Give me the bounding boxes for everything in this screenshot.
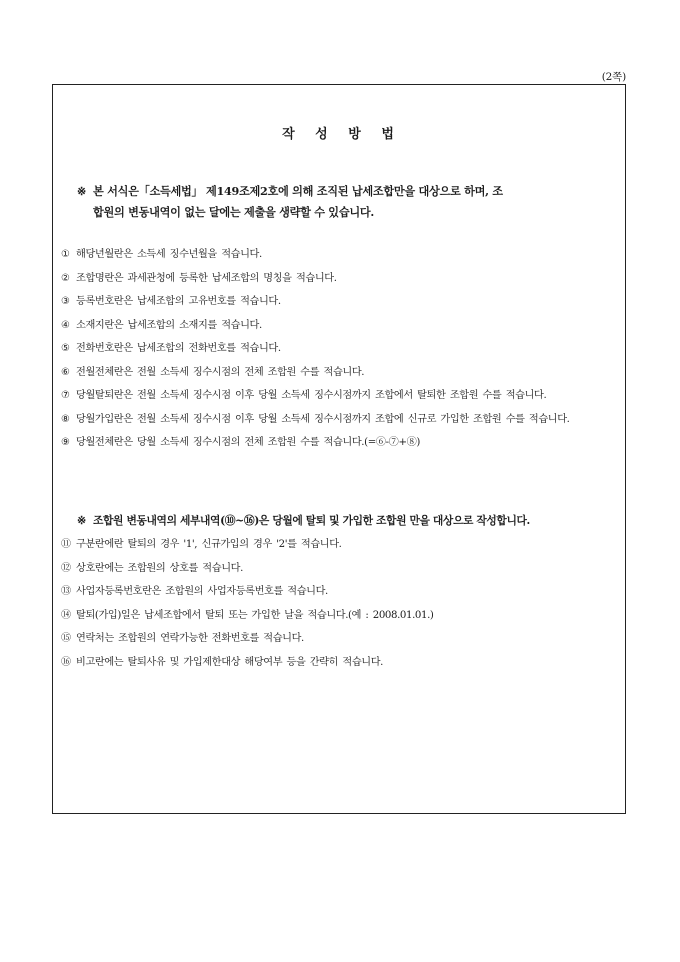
notice-detail-text: 조합원 변동내역의 세부내역(⑩~⑯)은 당월에 탈퇴 및 가입한 조합원 만을 대상으로 작성합니다. xyxy=(93,514,530,527)
page-number: (2쪽) xyxy=(601,71,626,83)
instruction-item-15 xyxy=(61,631,617,647)
item-number: ④ xyxy=(61,319,70,331)
instruction-item-4 xyxy=(61,318,617,334)
item-number: ⑭ xyxy=(61,609,71,621)
item-number: ⑥ xyxy=(61,366,70,378)
item-text: 소재지란은 납세조합의 소재지를 적습니다. xyxy=(76,319,262,331)
item-text: 해당년월란은 소득세 징수년월을 적습니다. xyxy=(76,249,262,260)
instruction-item-14 xyxy=(61,608,617,624)
instruction-item-5 xyxy=(61,341,617,357)
notice-general-line1 xyxy=(77,181,607,202)
instruction-item-6 xyxy=(61,365,617,381)
item-number: ⑯ xyxy=(61,656,71,668)
instruction-item-3 xyxy=(61,294,617,310)
item-text: 탈퇴(가입)일은 납세조합에서 탈퇴 또는 가입한 날을 적습니다.(예 : 2008.01.01.) xyxy=(76,609,434,621)
item-number: ③ xyxy=(61,296,70,307)
notice-general-line2: 합원의 변동내역이 없는 달에는 제출을 생략할 수 있습니다. xyxy=(93,205,374,219)
item-number: ⑤ xyxy=(61,343,70,354)
instruction-item-12 xyxy=(61,561,617,577)
instruction-item-2 xyxy=(61,271,617,287)
instruction-item-7 xyxy=(61,388,617,404)
notice-general-line1-text: 본 서식은「소득세법」 제149조제2호에 의해 조직된 납세조합만을 대상으로 하며, 조 xyxy=(93,184,503,198)
item-number: ⑫ xyxy=(61,562,71,574)
instruction-item-11 xyxy=(61,537,617,553)
item-text: 당월가입란은 전월 소득세 징수시점 이후 당월 소득세 징수시점까지 조합에 신규로 가입한 조합원 수를 적습니다. xyxy=(76,413,570,425)
item-text: 연락처는 조합원의 연락가능한 전화번호를 적습니다. xyxy=(76,633,304,644)
instruction-list-detail xyxy=(61,537,617,678)
item-text: 조합명란은 과세관청에 등록한 납세조합의 명칭을 적습니다. xyxy=(76,272,337,284)
notice-general xyxy=(77,181,607,223)
item-number: ① xyxy=(61,249,70,260)
item-text: 전월전체란은 전월 소득세 징수시점의 전체 조합원 수를 적습니다. xyxy=(76,366,365,378)
item-number: ⑨ xyxy=(61,437,70,448)
instruction-item-1 xyxy=(61,247,617,263)
item-text: 당월전체란은 당월 소득세 징수시점의 전체 조합원 수를 적습니다.(=⑥-⑦+⑧) xyxy=(76,437,420,448)
item-number: ⑬ xyxy=(61,586,71,597)
item-text: 비고란에는 탈퇴사유 및 가입제한대상 해당여부 등을 간략히 적습니다. xyxy=(76,656,383,668)
page-title: 작 성 방 법 xyxy=(282,127,396,142)
instruction-item-16 xyxy=(61,655,617,671)
item-text: 등록번호란은 납세조합의 고유번호를 적습니다. xyxy=(76,296,281,307)
item-text: 사업자등록번호란은 조합원의 사업자등록번호를 적습니다. xyxy=(76,586,328,597)
reference-mark-icon: ※ xyxy=(77,514,86,527)
instruction-list-summary xyxy=(61,247,617,459)
instruction-item-13 xyxy=(61,584,617,600)
item-number: ② xyxy=(61,272,70,284)
item-number: ⑪ xyxy=(61,539,71,550)
instructions-frame xyxy=(52,84,626,814)
item-text: 상호란에는 조합원의 상호를 적습니다. xyxy=(76,562,243,574)
instruction-item-9 xyxy=(61,435,617,451)
item-number: ⑦ xyxy=(61,390,70,401)
item-text: 구분란에란 탈퇴의 경우 '1', 신규가입의 경우 '2'를 적습니다. xyxy=(76,539,342,550)
instruction-item-8 xyxy=(61,412,617,428)
item-text: 전화번호란은 납세조합의 전화번호를 적습니다. xyxy=(76,343,281,354)
reference-mark-icon: ※ xyxy=(77,184,87,198)
item-number: ⑮ xyxy=(61,633,71,644)
item-number: ⑧ xyxy=(61,413,70,425)
item-text: 당월탈퇴란은 전월 소득세 징수시점 이후 당월 소득세 징수시점까지 조합에서 탈퇴한 조합원 수를 적습니다. xyxy=(76,390,547,401)
notice-detail xyxy=(77,513,617,528)
